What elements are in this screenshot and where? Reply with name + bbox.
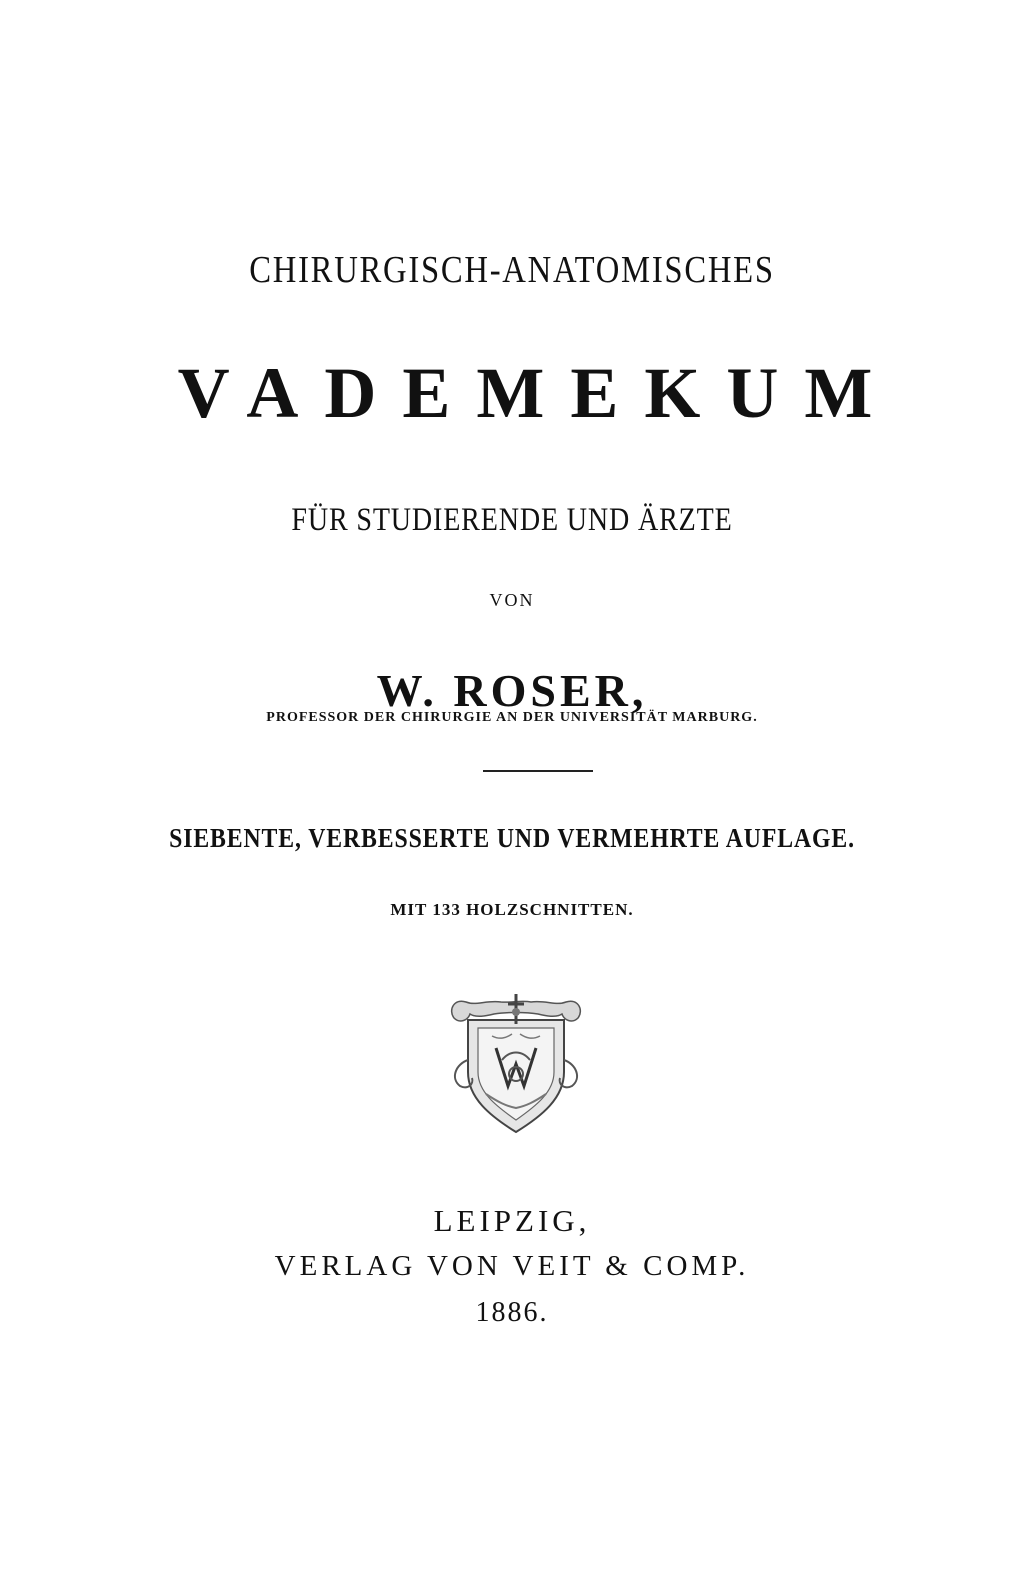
author-name: W. ROSER, (376, 665, 648, 716)
imprint-place: LEIPZIG, (433, 1203, 591, 1238)
imprint-publisher: VERLAG VON VEIT & COMP. (274, 1250, 750, 1282)
author-affiliation: PROFESSOR DER CHIRURGIE AN DER UNIVERSITÄT MARBURG. (266, 710, 758, 725)
publisher-crest-icon (446, 990, 586, 1140)
subtitle: FÜR STUDIERENDE UND ÄRZTE (291, 502, 733, 538)
supertitle: CHIRURGISCH-ANATOMISCHES (249, 249, 775, 291)
edition-statement: SIEBENTE, VERBESSERTE UND VERMEHRTE AUFLAGE. (169, 823, 855, 853)
book-title: VADEMEKUM (177, 353, 899, 433)
by-line: VON (489, 590, 535, 610)
divider-rule (483, 770, 593, 772)
illustrations-note: MIT 133 HOLZSCHNITTEN. (390, 900, 634, 919)
imprint-year: 1886. (475, 1297, 549, 1328)
